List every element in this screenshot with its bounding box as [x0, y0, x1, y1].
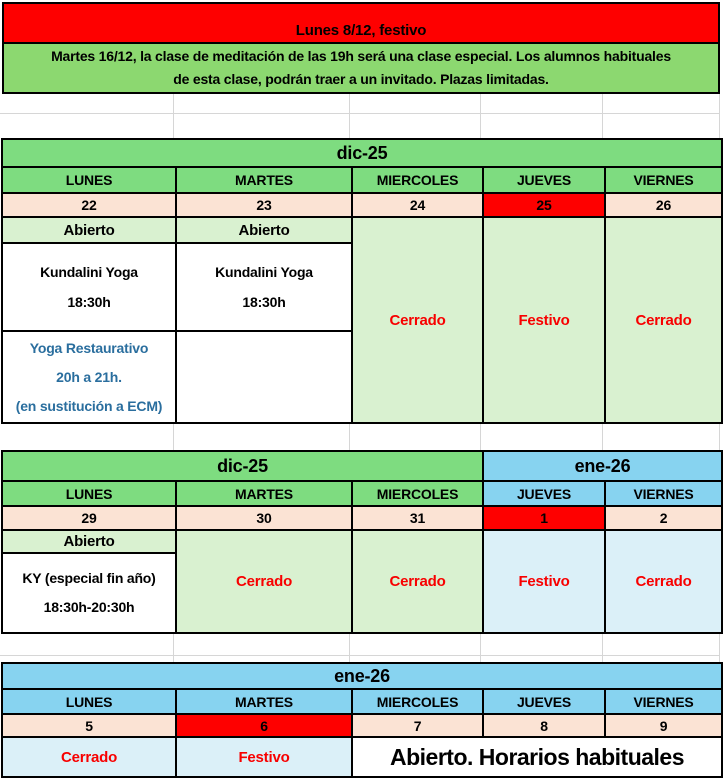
- special-class-banner: [2, 44, 720, 94]
- month-header-dec25: dic-25: [2, 451, 483, 481]
- day-header-jueves: JUEVES: [483, 481, 605, 506]
- week-dec22-table: [1, 138, 723, 424]
- table-row: [2, 193, 722, 217]
- table-row: [2, 481, 722, 506]
- gridline-vertical: [480, 424, 481, 450]
- week-dec29-table: [1, 450, 723, 634]
- gridline-gap: [0, 94, 726, 138]
- date-cell: 7: [352, 714, 483, 737]
- day-header-viernes: VIERNES: [605, 689, 722, 714]
- date-cell-holiday: 1: [483, 506, 605, 530]
- day-header-miercoles: MIERCOLES: [352, 481, 483, 506]
- gridline-vertical: [602, 634, 603, 662]
- gridline-vertical: [719, 424, 720, 450]
- status-cell-closed: Cerrado: [605, 217, 722, 423]
- class-name: Kundalini Yoga: [40, 264, 138, 280]
- date-cell: 31: [352, 506, 483, 530]
- open-cell: Abierto: [2, 217, 176, 243]
- date-cell: 29: [2, 506, 176, 530]
- gridline-vertical: [173, 634, 174, 662]
- gridline-vertical: [349, 424, 350, 450]
- day-header-miercoles: MIERCOLES: [352, 167, 483, 193]
- date-cell: 9: [605, 714, 722, 737]
- special-class-line1: Martes 16/12, la clase de meditación de las 19h será una clase especial. Los alumnos habituales: [51, 48, 671, 64]
- day-header-viernes: VIERNES: [605, 481, 722, 506]
- gridline-vertical: [349, 94, 350, 138]
- month-header-dec25: dic-25: [2, 139, 722, 167]
- status-cell-closed: Cerrado: [605, 530, 722, 633]
- status-cell-closed: Cerrado: [2, 737, 176, 777]
- gridline-vertical: [719, 634, 720, 662]
- class-name: KY (especial fin año): [22, 570, 156, 586]
- date-cell: 22: [2, 193, 176, 217]
- day-header-martes: MARTES: [176, 481, 352, 506]
- status-cell-closed: Cerrado: [352, 217, 483, 423]
- month-header-ene26: ene-26: [483, 451, 722, 481]
- day-header-martes: MARTES: [176, 167, 352, 193]
- gridline-vertical: [480, 94, 481, 138]
- date-cell: 5: [2, 714, 176, 737]
- gridline-vertical: [480, 634, 481, 662]
- day-header-miercoles: MIERCOLES: [352, 689, 483, 714]
- open-cell: Abierto: [176, 217, 352, 243]
- class-name: Yoga Restaurativo: [29, 339, 149, 356]
- gridline-gap: [0, 634, 726, 662]
- status-cell-closed: Cerrado: [352, 530, 483, 633]
- table-row: [2, 530, 722, 553]
- class-time: 18:30h: [67, 294, 111, 310]
- class-note: (en sustitución a ECM): [15, 397, 163, 414]
- day-header-viernes: VIERNES: [605, 167, 722, 193]
- empty-cell: [176, 331, 352, 423]
- class-time: 18:30h: [242, 294, 286, 310]
- gridline-vertical: [349, 634, 350, 662]
- date-cell-holiday: 6: [176, 714, 352, 737]
- table-row: [2, 506, 722, 530]
- date-cell: 24: [352, 193, 483, 217]
- table-row: [2, 217, 722, 243]
- class-time: 18:30h-20:30h: [43, 599, 135, 615]
- gridline-vertical: [173, 94, 174, 138]
- gridline-vertical: [173, 424, 174, 450]
- special-class-line2: de esta clase, podrán traer a un invitado. Plazas limitadas.: [173, 71, 549, 87]
- holiday-notice-text: Lunes 8/12, festivo: [295, 22, 427, 39]
- class-name: Kundalini Yoga: [215, 264, 313, 280]
- gridline-gap: [0, 424, 726, 450]
- table-row: [2, 714, 722, 737]
- table-row: [2, 451, 722, 481]
- date-cell: 8: [483, 714, 605, 737]
- class-cell-kundalini: [2, 243, 176, 331]
- status-cell-holiday: Festivo: [483, 530, 605, 633]
- gridline-vertical: [602, 94, 603, 138]
- month-header-ene26: ene-26: [2, 663, 722, 689]
- table-row: [2, 737, 722, 777]
- gridline-vertical: [602, 424, 603, 450]
- table-row: [2, 663, 722, 689]
- day-header-jueves: JUEVES: [483, 167, 605, 193]
- class-cell-restorative: [2, 331, 176, 423]
- day-header-lunes: LUNES: [2, 481, 176, 506]
- status-cell-closed: Cerrado: [176, 530, 352, 633]
- class-cell-ky-special: [2, 553, 176, 633]
- day-header-martes: MARTES: [176, 689, 352, 714]
- date-cell: 23: [176, 193, 352, 217]
- gridline-horizontal: [0, 113, 720, 114]
- open-usual-hours-note: Abierto. Horarios habituales: [352, 737, 722, 777]
- class-time: 20h a 21h.: [56, 368, 122, 385]
- date-cell: 26: [605, 193, 722, 217]
- gridline-vertical: [719, 94, 720, 138]
- table-row: [2, 689, 722, 714]
- date-cell: 30: [176, 506, 352, 530]
- open-cell: Abierto: [2, 530, 176, 553]
- day-header-jueves: JUEVES: [483, 689, 605, 714]
- status-cell-holiday: Festivo: [176, 737, 352, 777]
- table-row: [2, 167, 722, 193]
- gridline-horizontal: [0, 655, 720, 656]
- date-cell-holiday: 25: [483, 193, 605, 217]
- date-cell: 2: [605, 506, 722, 530]
- day-header-lunes: LUNES: [2, 167, 176, 193]
- holiday-notice-banner: [2, 2, 720, 44]
- week-jan5-table: [1, 662, 723, 778]
- table-row: [2, 139, 722, 167]
- day-header-lunes: LUNES: [2, 689, 176, 714]
- class-cell-kundalini: [176, 243, 352, 331]
- status-cell-holiday: Festivo: [483, 217, 605, 423]
